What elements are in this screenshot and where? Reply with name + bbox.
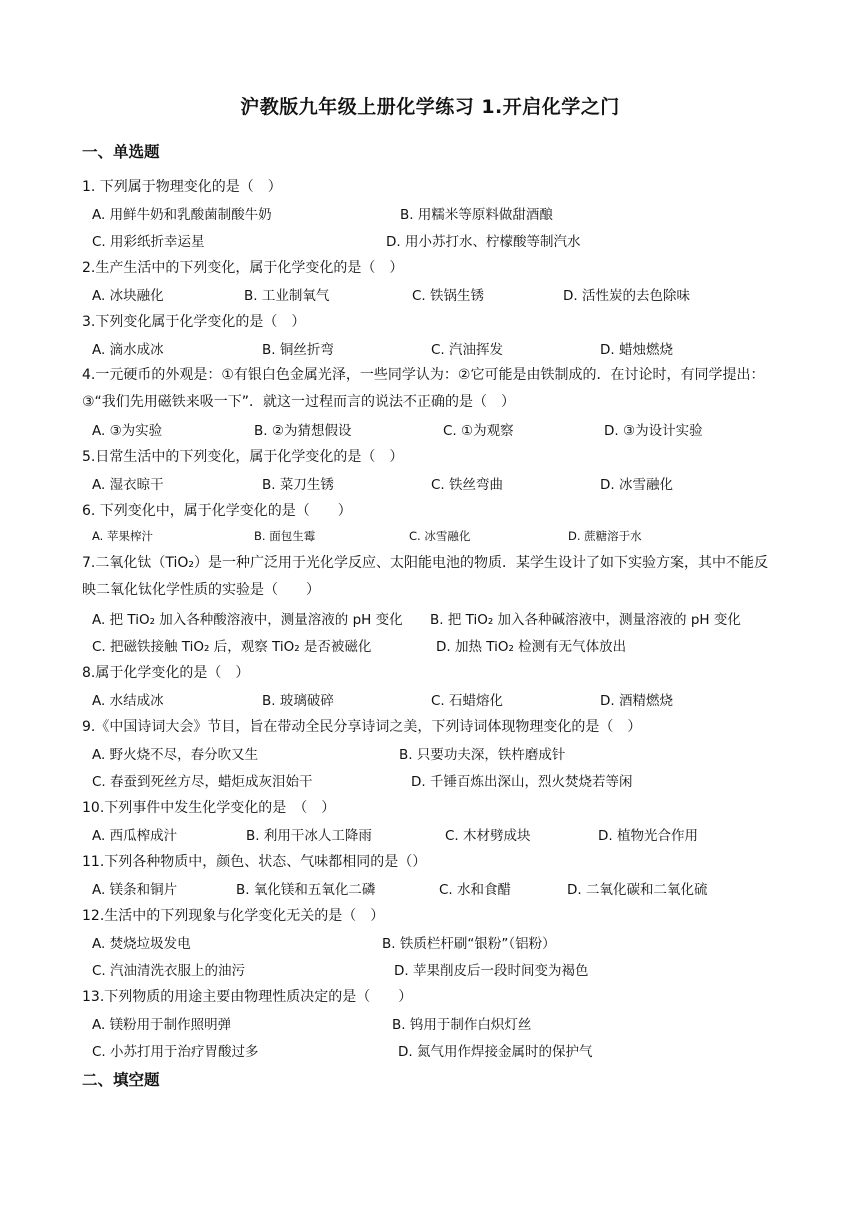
question-12-option-c: C. 汽油清洗衣服上的油污: [92, 963, 246, 979]
question-3-option-d: D. 蜡烛燃烧: [600, 342, 673, 358]
question-2-option-d: D. 活性炭的去色除味: [563, 288, 690, 304]
question-2-stem: 2.生产生活中的下列变化，属于化学变化的是（ ）: [82, 260, 404, 276]
question-8-option-c: C. 石蜡熔化: [431, 693, 504, 709]
question-1-option-d: D. 用小苏打水、柠檬酸等制汽水: [386, 234, 581, 250]
section-heading-fill-in: 二、填空题: [82, 1071, 160, 1089]
question-1-option-b: B. 用糯米等原料做甜酒酿: [400, 207, 553, 223]
question-11-option-b: B. 氧化镁和五氧化二磷: [236, 882, 376, 898]
question-2-option-b: B. 工业制氧气: [244, 288, 330, 304]
question-9-option-b: B. 只要功夫深，铁杵磨成针: [399, 747, 566, 763]
question-13-option-b: B. 钨用于制作白炽灯丝: [392, 1017, 532, 1033]
question-12-option-b: B. 铁质栏杆刷“银粉”（铝粉）: [382, 936, 556, 952]
question-6-stem: 6. 下列变化中，属于化学变化的是（ ）: [82, 503, 352, 519]
question-10-stem: 10.下列事件中发生化学变化的是 （ ）: [82, 800, 336, 816]
question-1-stem: 1. 下列属于物理变化的是（ ）: [82, 179, 282, 195]
question-10-option-c: C. 木材劈成块: [445, 828, 531, 844]
question-6-option-b: B. 面包生霉: [254, 529, 316, 543]
question-3-option-b: B. 铜丝折弯: [262, 342, 334, 358]
question-13-stem: 13.下列物质的用途主要由物理性质决定的是（ ）: [82, 989, 413, 1005]
question-6-option-d: D. 蔗糖溶于水: [568, 529, 642, 543]
question-10-option-d: D. 植物光合作用: [598, 828, 698, 844]
question-12-stem: 12.生活中的下列现象与化学变化无关的是（ ）: [82, 908, 385, 924]
question-4-option-d: D. ③为设计实验: [604, 423, 703, 439]
question-11-option-a: A. 镁条和铜片: [92, 882, 178, 898]
question-5-option-d: D. 冰雪融化: [600, 477, 673, 493]
question-1-option-a: A. 用鲜牛奶和乳酸菌制酸牛奶: [92, 207, 272, 223]
question-7-option-d: D. 加热 TiO₂ 检测有无气体放出: [436, 639, 627, 655]
question-13-option-d: D. 氮气用作焊接金属时的保护气: [398, 1044, 593, 1060]
question-7-option-c: C. 把磁铁接触 TiO₂ 后，观察 TiO₂ 是否被磁化: [92, 639, 372, 655]
question-7-option-a: A. 把 TiO₂ 加入各种酸溶液中，测量溶液的 pH 变化: [92, 612, 403, 628]
question-4-stem: 4.一元硬币的外观是：①有银白色金属光泽，一些同学认为：②它可能是由铁制成的．在讨论时，有同学提出：③“我们先用磁铁来吸一下”．就这一过程而言的说法不正确的是（ ）: [82, 367, 765, 410]
question-4-option-b: B. ②为猜想假设: [254, 423, 352, 439]
question-12-option-a: A. 焚烧垃圾发电: [92, 936, 191, 952]
question-9-option-c: C. 春蚕到死丝方尽，蜡炬成灰泪始干: [92, 774, 313, 790]
question-9-option-d: D. 千锤百炼出深山，烈火焚烧若等闲: [411, 774, 633, 790]
question-5-option-a: A. 湿衣晾干: [92, 477, 164, 493]
question-4-option-a: A. ③为实验: [92, 423, 163, 439]
question-11-stem: 11.下列各种物质中，颜色、状态、气味都相同的是（）: [82, 854, 427, 870]
question-4-option-c: C. ①为观察: [443, 423, 514, 439]
question-11-option-d: D. 二氧化碳和二氧化硫: [567, 882, 708, 898]
question-1-option-c: C. 用彩纸折幸运星: [92, 234, 205, 250]
question-2-option-c: C. 铁锅生锈: [412, 288, 485, 304]
question-8-option-d: D. 酒精燃烧: [600, 693, 673, 709]
question-3-option-c: C. 汽油挥发: [431, 342, 504, 358]
question-6-option-c: C. 冰雪融化: [409, 529, 471, 543]
question-10-option-a: A. 西瓜榨成汁: [92, 828, 178, 844]
section-heading-single-choice: 一、单选题: [82, 143, 160, 161]
question-9-stem: 9.《中国诗词大会》节目，旨在带动全民分享诗词之美，下列诗词体现物理变化的是（ ）: [82, 719, 642, 735]
question-5-option-c: C. 铁丝弯曲: [431, 477, 504, 493]
question-5-stem: 5.日常生活中的下列变化，属于化学变化的是（ ）: [82, 449, 404, 465]
document-title: 沪教版九年级上册化学练习 1.开启化学之门: [240, 96, 620, 118]
question-3-stem: 3.下列变化属于化学变化的是（ ）: [82, 314, 306, 330]
question-8-stem: 8.属于化学变化的是（ ）: [82, 665, 250, 681]
question-3-option-a: A. 滴水成冰: [92, 342, 164, 358]
question-5-option-b: B. 菜刀生锈: [262, 477, 334, 493]
question-13-option-a: A. 镁粉用于制作照明弹: [92, 1017, 232, 1033]
question-7-option-b: B. 把 TiO₂ 加入各种碱溶液中，测量溶液的 pH 变化: [430, 612, 741, 628]
question-12-option-d: D. 苹果削皮后一段时间变为褐色: [394, 963, 589, 979]
question-2-option-a: A. 冰块融化: [92, 288, 164, 304]
question-7-stem: 7.二氧化钛（TiO₂）是一种广泛用于光化学反应、太阳能电池的物质．某学生设计了如下实验方案，其中不能反映二氧化钛化学性质的实验是（ ）: [82, 555, 768, 598]
question-9-option-a: A. 野火烧不尽，春分吹又生: [92, 747, 259, 763]
question-11-option-c: C. 水和食醋: [439, 882, 512, 898]
question-13-option-c: C. 小苏打用于治疗胃酸过多: [92, 1044, 259, 1060]
question-6-option-a: A. 苹果榨汁: [92, 529, 153, 543]
question-8-option-a: A. 水结成冰: [92, 693, 164, 709]
question-8-option-b: B. 玻璃破碎: [262, 693, 334, 709]
question-10-option-b: B. 利用干冰人工降雨: [246, 828, 372, 844]
